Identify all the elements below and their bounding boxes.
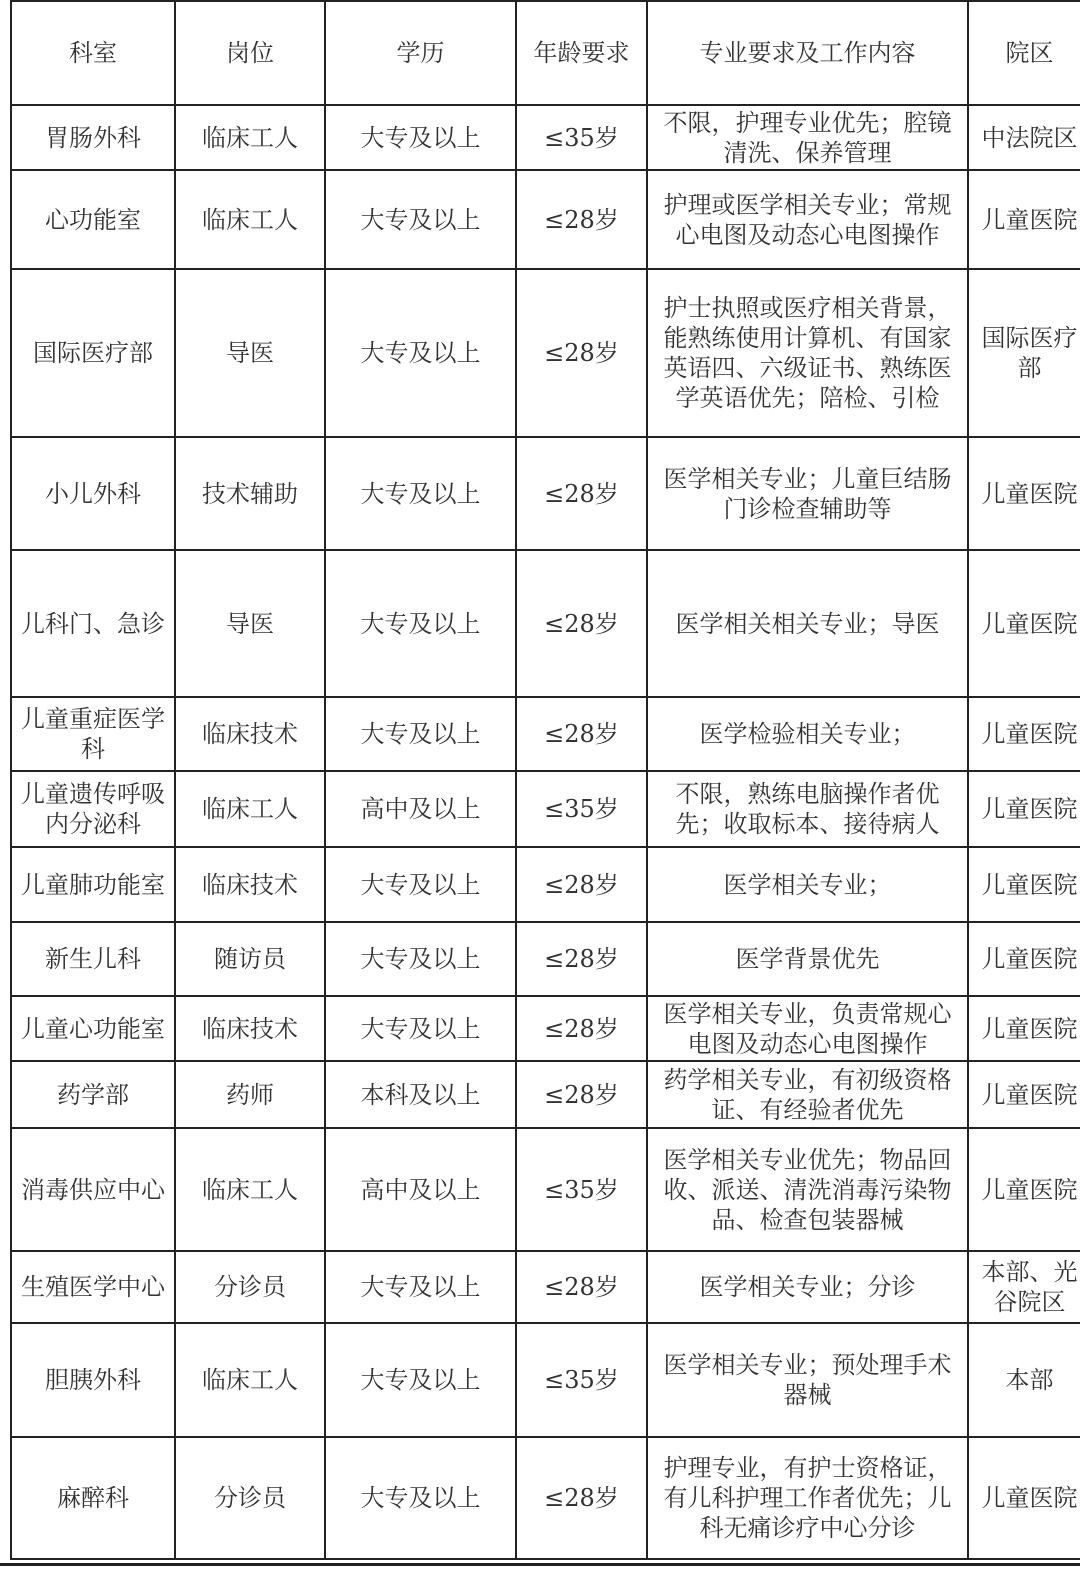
cell-position: 分诊员: [175, 1437, 325, 1559]
cell-dept: 国际医疗部: [11, 269, 175, 437]
cell-education: 大专及以上: [325, 697, 516, 771]
cell-requirements: 医学相关专业；分诊: [647, 1251, 968, 1323]
cell-requirements: 医学相关专业；: [647, 847, 968, 922]
cell-campus: 中法院区: [968, 105, 1080, 170]
cell-dept: 儿科门、急诊: [11, 550, 175, 697]
cell-education: 大专及以上: [325, 1251, 516, 1323]
cell-position: 临床工人: [175, 1323, 325, 1437]
header-age: 年龄要求: [516, 1, 647, 105]
cell-dept: 生殖医学中心: [11, 1251, 175, 1323]
cell-age: ≤35岁: [516, 771, 647, 847]
cell-education: 本科及以上: [325, 1061, 516, 1128]
table-row: [11, 996, 1080, 1061]
table-row: [11, 1128, 1080, 1251]
cell-age: ≤35岁: [516, 1323, 647, 1437]
recruitment-table-wrapper: [10, 0, 1080, 1560]
cell-campus: 儿童医院: [968, 847, 1080, 922]
cell-position: 临床工人: [175, 105, 325, 170]
cell-dept: 胃肠外科: [11, 105, 175, 170]
cell-campus: 儿童医院: [968, 1128, 1080, 1251]
cell-campus: 儿童医院: [968, 922, 1080, 996]
cell-campus: 儿童医院: [968, 996, 1080, 1061]
cell-education: 大专及以上: [325, 922, 516, 996]
cell-education: 大专及以上: [325, 170, 516, 269]
cell-education: 大专及以上: [325, 269, 516, 437]
cell-education: 高中及以上: [325, 1128, 516, 1251]
cell-requirements: 护士执照或医疗相关背景，能熟练使用计算机、有国家英语四、六级证书、熟练医学英语优先；陪检、引检: [647, 269, 968, 437]
cell-position: 临床技术: [175, 697, 325, 771]
cell-age: ≤28岁: [516, 1061, 647, 1128]
cell-position: 药师: [175, 1061, 325, 1128]
cell-requirements: 不限，护理专业优先；腔镜清洗、保养管理: [647, 105, 968, 170]
header-requirements: 专业要求及工作内容: [647, 1, 968, 105]
cell-age: ≤28岁: [516, 922, 647, 996]
cell-requirements: 医学相关专业；预处理手术器械: [647, 1323, 968, 1437]
recruitment-table: [10, 0, 1080, 1560]
cell-requirements: 药学相关专业，有初级资格证、有经验者优先: [647, 1061, 968, 1128]
table-row: [11, 847, 1080, 922]
cell-requirements: 护理或医学相关专业；常规心电图及动态心电图操作: [647, 170, 968, 269]
cell-education: 高中及以上: [325, 771, 516, 847]
cell-requirements: 护理专业，有护士资格证，有儿科护理工作者优先；儿科无痛诊疗中心分诊: [647, 1437, 968, 1559]
cell-position: 临床技术: [175, 847, 325, 922]
cell-dept: 消毒供应中心: [11, 1128, 175, 1251]
header-education: 学历: [325, 1, 516, 105]
cell-position: 技术辅助: [175, 437, 325, 550]
cell-campus: 儿童医院: [968, 1437, 1080, 1559]
cell-campus: 国际医疗部: [968, 269, 1080, 437]
cell-campus: 儿童医院: [968, 170, 1080, 269]
cell-education: 大专及以上: [325, 550, 516, 697]
table-row: [11, 170, 1080, 269]
header-position: 岗位: [175, 1, 325, 105]
cell-education: 大专及以上: [325, 437, 516, 550]
table-row: [11, 269, 1080, 437]
cell-campus: 儿童医院: [968, 771, 1080, 847]
table-row: [11, 105, 1080, 170]
cell-campus: 儿童医院: [968, 550, 1080, 697]
cell-age: ≤28岁: [516, 1251, 647, 1323]
cell-campus: 儿童医院: [968, 437, 1080, 550]
table-row: [11, 922, 1080, 996]
cell-age: ≤28岁: [516, 437, 647, 550]
cell-requirements: 医学相关专业，负责常规心电图及动态心电图操作: [647, 996, 968, 1061]
table-row: [11, 1061, 1080, 1128]
cell-dept: 新生儿科: [11, 922, 175, 996]
cell-campus: 本部、光谷院区: [968, 1251, 1080, 1323]
cell-position: 临床工人: [175, 1128, 325, 1251]
cell-age: ≤28岁: [516, 170, 647, 269]
cell-requirements: 医学相关专业；儿童巨结肠门诊检查辅助等: [647, 437, 968, 550]
cell-dept: 药学部: [11, 1061, 175, 1128]
cell-education: 大专及以上: [325, 105, 516, 170]
table-row: [11, 771, 1080, 847]
table-row: [11, 1437, 1080, 1559]
cell-campus: 本部: [968, 1323, 1080, 1437]
bottom-divider: [0, 1563, 1080, 1566]
cell-dept: 儿童遗传呼吸内分泌科: [11, 771, 175, 847]
cell-education: 大专及以上: [325, 847, 516, 922]
cell-age: ≤28岁: [516, 1437, 647, 1559]
cell-position: 导医: [175, 550, 325, 697]
cell-dept: 儿童心功能室: [11, 996, 175, 1061]
cell-dept: 心功能室: [11, 170, 175, 269]
cell-age: ≤28岁: [516, 847, 647, 922]
cell-requirements: 医学检验相关专业；: [647, 697, 968, 771]
cell-age: ≤28岁: [516, 550, 647, 697]
cell-age: ≤28岁: [516, 697, 647, 771]
header-campus: 院区: [968, 1, 1080, 105]
cell-dept: 儿童重症医学科: [11, 697, 175, 771]
cell-position: 临床工人: [175, 771, 325, 847]
cell-campus: 儿童医院: [968, 697, 1080, 771]
cell-education: 大专及以上: [325, 1437, 516, 1559]
cell-position: 导医: [175, 269, 325, 437]
header-row: [11, 1, 1080, 105]
cell-position: 分诊员: [175, 1251, 325, 1323]
cell-position: 临床技术: [175, 996, 325, 1061]
table-row: [11, 697, 1080, 771]
cell-requirements: 医学相关专业优先；物品回收、派送、清洗消毒污染物品、检查包装器械: [647, 1128, 968, 1251]
cell-age: ≤35岁: [516, 1128, 647, 1251]
cell-education: 大专及以上: [325, 996, 516, 1061]
cell-age: ≤35岁: [516, 105, 647, 170]
table-row: [11, 437, 1080, 550]
cell-education: 大专及以上: [325, 1323, 516, 1437]
cell-dept: 胆胰外科: [11, 1323, 175, 1437]
cell-dept: 麻醉科: [11, 1437, 175, 1559]
cell-requirements: 医学背景优先: [647, 922, 968, 996]
cell-age: ≤28岁: [516, 996, 647, 1061]
cell-requirements: 医学相关相关专业；导医: [647, 550, 968, 697]
cell-position: 临床工人: [175, 170, 325, 269]
cell-requirements: 不限，熟练电脑操作者优先；收取标本、接待病人: [647, 771, 968, 847]
cell-dept: 儿童肺功能室: [11, 847, 175, 922]
table-row: [11, 1323, 1080, 1437]
cell-campus: 儿童医院: [968, 1061, 1080, 1128]
cell-age: ≤28岁: [516, 269, 647, 437]
cell-dept: 小儿外科: [11, 437, 175, 550]
table-row: [11, 550, 1080, 697]
table-row: [11, 1251, 1080, 1323]
cell-position: 随访员: [175, 922, 325, 996]
header-dept: 科室: [11, 1, 175, 105]
